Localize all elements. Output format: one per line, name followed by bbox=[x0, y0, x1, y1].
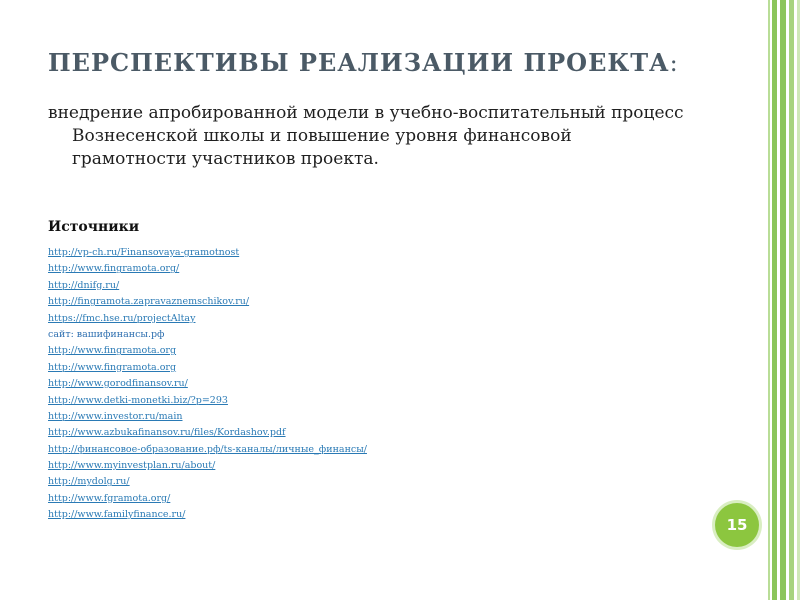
slide-title-colon: : bbox=[669, 49, 679, 77]
source-item bbox=[48, 261, 468, 277]
source-link[interactable]: http://www.familyfinance.ru/ bbox=[48, 509, 186, 521]
source-link[interactable]: http://www.gorodfinansov.ru/ bbox=[48, 378, 188, 390]
source-item bbox=[48, 425, 468, 441]
slide-body-text: внедрение апробированной модели в учебно-воспитательный процесс Вознесенской школы и повышение уровня финансовой грамотности участников проекта. bbox=[48, 103, 684, 169]
source-link[interactable]: http://dnifg.ru/ bbox=[48, 279, 120, 291]
source-link[interactable]: http://www.azbukafinansov.ru/files/Kordashov.pdf bbox=[48, 427, 286, 439]
source-item bbox=[48, 278, 468, 294]
source-item bbox=[48, 442, 468, 458]
source-item bbox=[48, 311, 468, 327]
source-link[interactable]: https://fmc.hse.ru/projectAltay bbox=[48, 312, 196, 324]
left-margin bbox=[0, 0, 12, 600]
source-link[interactable]: http://www.fingramota.org bbox=[48, 345, 177, 357]
page-number: 15 bbox=[726, 516, 748, 534]
slide-title bbox=[48, 48, 748, 77]
source-link[interactable]: http://www.fingramota.org bbox=[48, 361, 177, 373]
slide-title-text: ПЕРСПЕКТИВЫ РЕАЛИЗАЦИИ ПРОЕКТА bbox=[48, 48, 670, 77]
source-item bbox=[48, 458, 468, 474]
source-item bbox=[48, 393, 468, 409]
source-item bbox=[48, 360, 468, 376]
sources-heading: Источники bbox=[48, 219, 140, 235]
source-item bbox=[48, 491, 468, 507]
source-item bbox=[48, 327, 468, 343]
source-link[interactable]: http://www.myinvestplan.ru/about/ bbox=[48, 460, 216, 472]
source-link[interactable]: http://fingramota.zapravaznemschikov.ru/ bbox=[48, 296, 250, 308]
sources-list bbox=[48, 245, 468, 524]
source-link[interactable]: http://vp-ch.ru/Finansovaya-gramotnost bbox=[48, 247, 240, 258]
source-item bbox=[48, 245, 468, 261]
source-link[interactable]: http://www.fingramota.org/ bbox=[48, 263, 180, 275]
source-link[interactable]: http://финансовое-образование.рф/ts-каналы/личные_финансы/ bbox=[48, 443, 367, 455]
source-link[interactable]: сайт: вашифинансы.рф bbox=[48, 328, 165, 340]
source-link[interactable]: http://mydolg.ru/ bbox=[48, 476, 130, 488]
source-link[interactable]: http://www.investor.ru/main bbox=[48, 410, 183, 422]
page-number-badge bbox=[715, 503, 759, 547]
decorative-stripes bbox=[760, 0, 800, 600]
source-item bbox=[48, 376, 468, 392]
source-item bbox=[48, 507, 468, 523]
source-item bbox=[48, 343, 468, 359]
source-item bbox=[48, 474, 468, 490]
source-item bbox=[48, 294, 468, 310]
source-link[interactable]: http://www.fgramota.org/ bbox=[48, 492, 171, 504]
source-link[interactable]: http://www.detki-monetki.biz/?p=293 bbox=[48, 394, 228, 406]
source-item bbox=[48, 409, 468, 425]
